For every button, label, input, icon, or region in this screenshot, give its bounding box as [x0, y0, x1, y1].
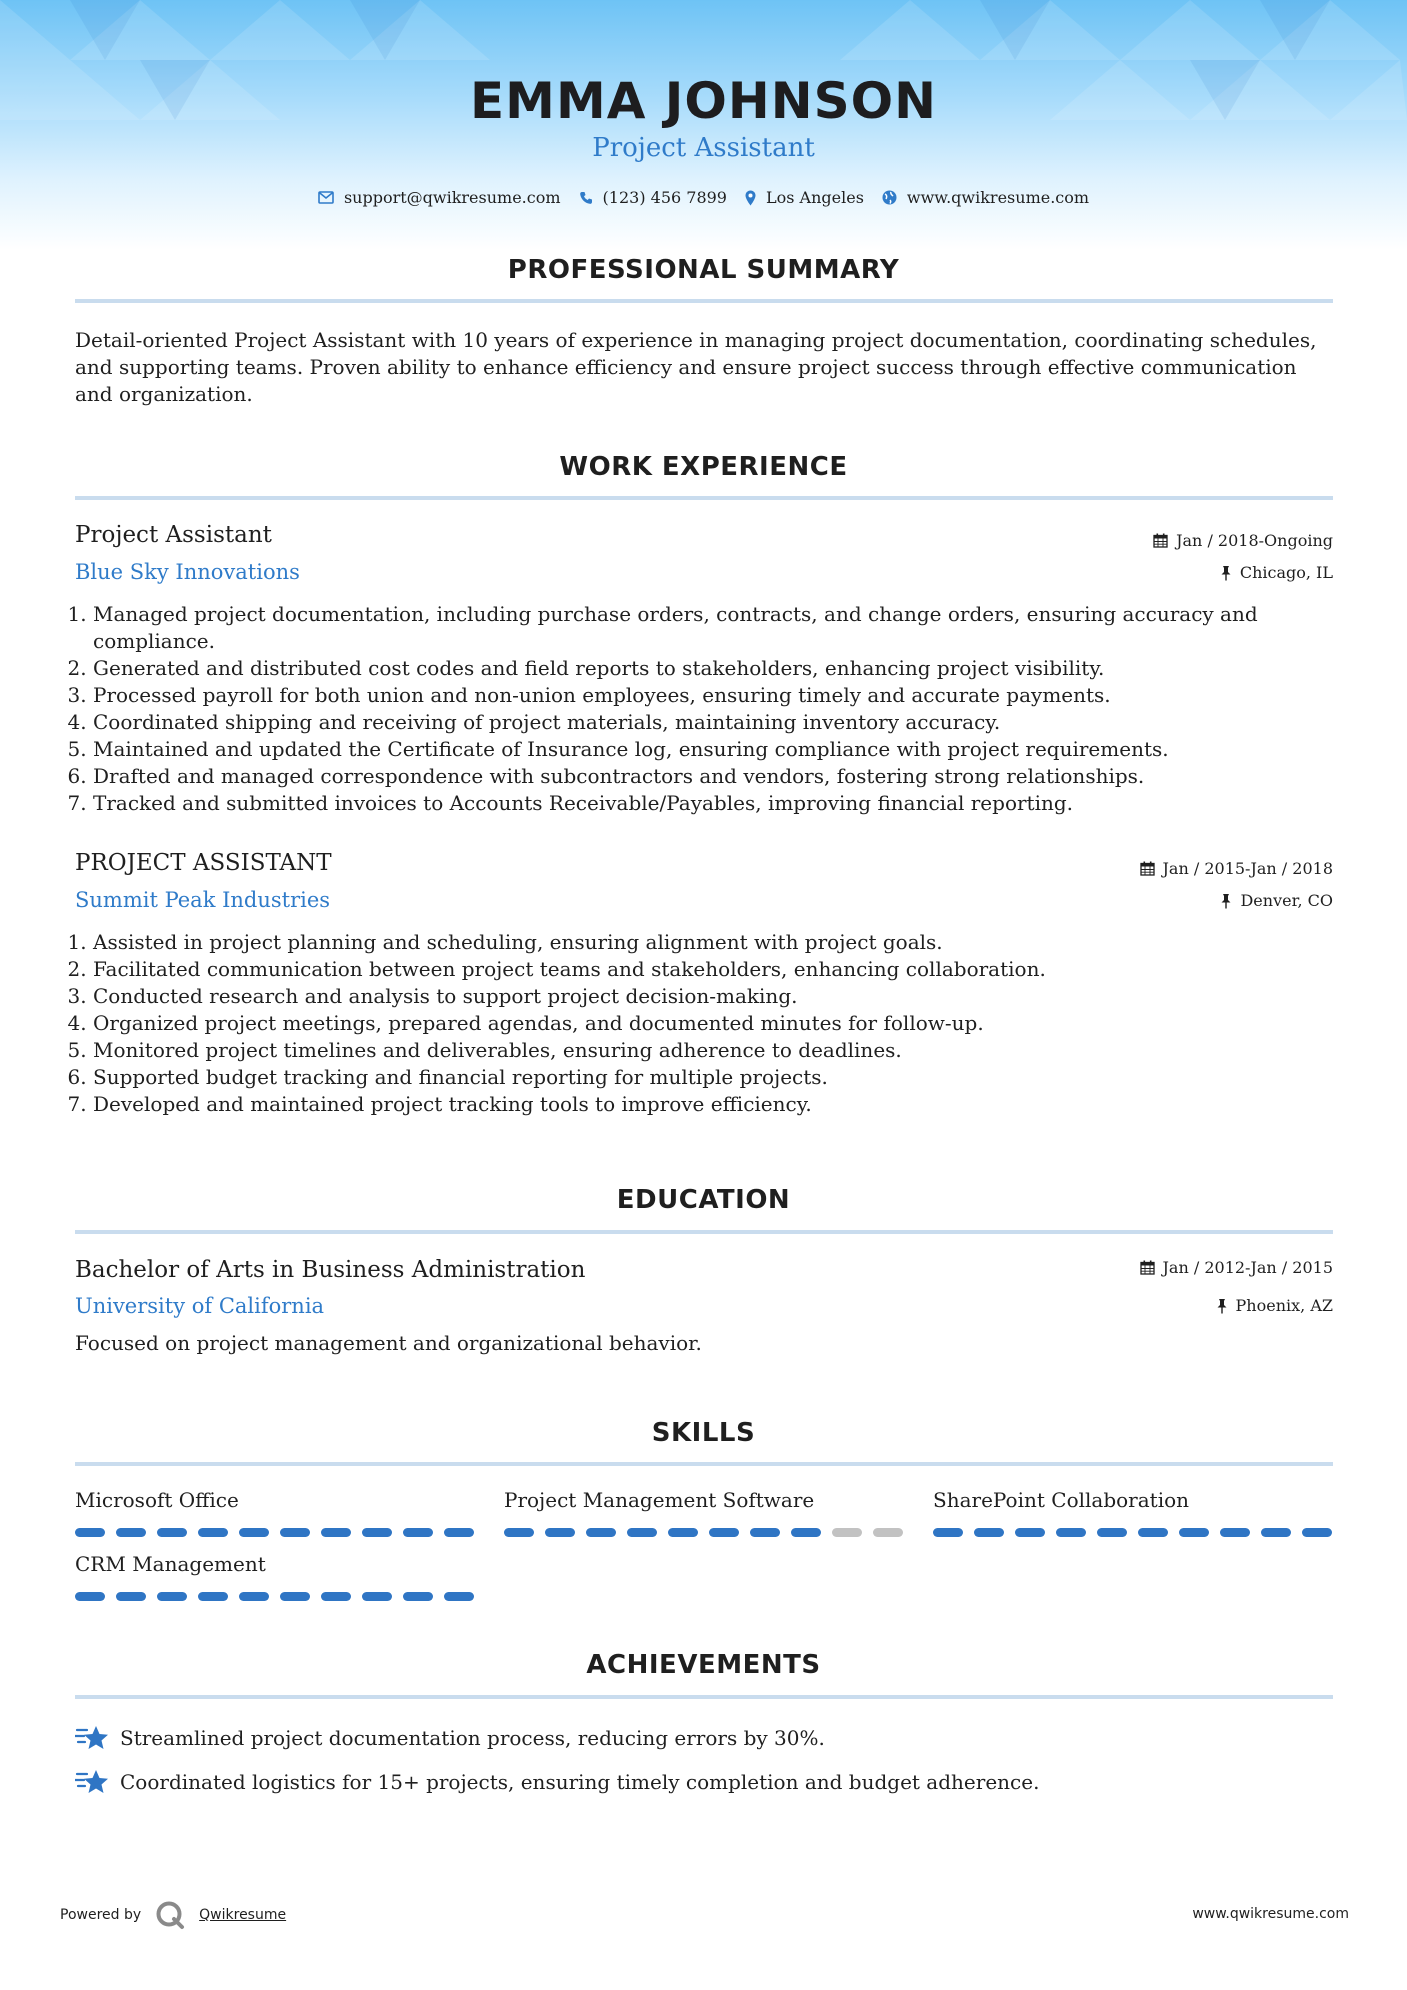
skill-dash-filled — [750, 1528, 780, 1537]
list-item: 6. Supported budget tracking and financial reporting for multiple projects. — [93, 1064, 1333, 1091]
achievement-text: Streamlined project documentation process, reducing errors by 30%. — [120, 1726, 825, 1750]
skill-dash-filled — [198, 1592, 228, 1601]
list-item: 4. Coordinated shipping and receiving of project materials, maintaining inventory accuracy. — [93, 709, 1333, 736]
pushpin-icon — [1216, 1298, 1228, 1314]
skill-dash-filled — [586, 1528, 616, 1537]
shooting-star-icon — [75, 1768, 108, 1796]
skill-dash-filled — [116, 1592, 146, 1601]
experience-heading: WORK EXPERIENCE — [559, 452, 848, 482]
education-description: Focused on project management and organizational behavior. — [75, 1331, 702, 1355]
skill-dash-filled — [280, 1528, 310, 1537]
skill-dash-filled — [1220, 1528, 1250, 1537]
list-item: 6. Drafted and managed correspondence with subcontractors and vendors, fostering strong relationships. — [93, 763, 1333, 790]
list-item: 7. Developed and maintained project tracking tools to improve efficiency. — [93, 1091, 1333, 1118]
email-text: support@qwikresume.com — [343, 188, 561, 207]
job-location — [1220, 891, 1333, 910]
skill-dash-filled — [444, 1528, 474, 1537]
list-item: 4. Organized project meetings, prepared agendas, and documented minutes for follow-up. — [93, 1010, 1333, 1037]
skill-dash-empty — [873, 1528, 903, 1537]
degree-title: Bachelor of Arts in Business Administration — [75, 1257, 586, 1283]
skill-dash-filled — [1056, 1528, 1086, 1537]
qwikresume-logo-icon — [155, 1900, 185, 1930]
skill-level-bar — [933, 1528, 1333, 1537]
skill-name: Microsoft Office — [75, 1488, 239, 1512]
pushpin-icon — [1220, 565, 1232, 581]
skill-level-bar — [504, 1528, 904, 1537]
skills-heading: SKILLS — [651, 1418, 756, 1448]
list-item: 1. Managed project documentation, including purchase orders, contracts, and change orders, ensuring accuracy and compliance. — [93, 601, 1333, 655]
skill-dash-filled — [239, 1592, 269, 1601]
skill-dash-filled — [362, 1528, 392, 1537]
skill-dash-filled — [321, 1592, 351, 1601]
list-item: 5. Monitored project timelines and deliverables, ensuring adherence to deadlines. — [93, 1037, 1333, 1064]
skill-dash-filled — [403, 1528, 433, 1537]
envelope-icon — [318, 191, 334, 204]
skill-dash-filled — [974, 1528, 1004, 1537]
education-dates — [1140, 1258, 1333, 1277]
skill-dash-filled — [1138, 1528, 1168, 1537]
skill-dash-filled — [709, 1528, 739, 1537]
skill-dash-empty — [832, 1528, 862, 1537]
job-company: Blue Sky Innovations — [75, 560, 300, 584]
education-location-text: Phoenix, AZ — [1235, 1296, 1333, 1315]
skill-dash-filled — [198, 1528, 228, 1537]
brand-link[interactable]: Qwikresume — [199, 1907, 287, 1923]
calendar-icon — [1153, 533, 1168, 548]
job-dates-text: Jan / 2018-Ongoing — [1176, 531, 1333, 550]
achievements-heading: ACHIEVEMENTS — [586, 1650, 821, 1680]
location-text: Los Angeles — [765, 188, 864, 207]
skill-item — [75, 1488, 475, 1537]
summary-divider — [75, 299, 1333, 303]
contact-email[interactable] — [318, 188, 561, 207]
globe-icon — [882, 190, 897, 205]
achievement-text: Coordinated logistics for 15+ projects, ensuring timely completion and budget adherence. — [120, 1770, 1040, 1794]
job-location-text: Denver, CO — [1240, 891, 1333, 910]
skill-item — [504, 1488, 904, 1537]
skill-dash-filled — [239, 1528, 269, 1537]
achievement-item — [75, 1768, 1039, 1796]
job-title: Project Assistant — [75, 522, 272, 548]
contact-location — [745, 188, 864, 207]
experience-divider — [75, 496, 1333, 500]
calendar-icon — [1140, 1260, 1155, 1275]
skill-dash-filled — [545, 1528, 575, 1537]
skill-dash-filled — [75, 1592, 105, 1601]
skill-dash-filled — [1015, 1528, 1045, 1537]
job-dates — [1140, 859, 1333, 878]
job-dates — [1153, 531, 1333, 550]
education-location — [1216, 1296, 1333, 1315]
skill-dash-filled — [504, 1528, 534, 1537]
job-title: PROJECT ASSISTANT — [75, 850, 332, 876]
achievement-item — [75, 1724, 825, 1752]
contact-phone[interactable] — [579, 188, 727, 207]
skill-dash-filled — [1097, 1528, 1127, 1537]
job-location — [1220, 563, 1333, 582]
skill-dash-filled — [403, 1592, 433, 1601]
school-name: University of California — [75, 1294, 325, 1318]
summary-heading: PROFESSIONAL SUMMARY — [507, 255, 900, 285]
shooting-star-icon — [75, 1724, 108, 1752]
powered-by-label: Powered by — [60, 1907, 142, 1923]
skill-dash-filled — [75, 1528, 105, 1537]
achievements-divider — [75, 1695, 1333, 1699]
list-item: 5. Maintained and updated the Certificate of Insurance log, ensuring compliance with project requirements. — [93, 736, 1333, 763]
skill-dash-filled — [933, 1528, 963, 1537]
job-company: Summit Peak Industries — [75, 888, 331, 912]
skill-level-bar — [75, 1528, 475, 1537]
skills-divider — [75, 1462, 1333, 1466]
candidate-name: EMMA JOHNSON — [470, 72, 937, 130]
skill-dash-filled — [280, 1592, 310, 1601]
list-item: 1. Assisted in project planning and scheduling, ensuring alignment with project goals. — [93, 929, 1333, 956]
education-dates-text: Jan / 2012-Jan / 2015 — [1162, 1258, 1333, 1277]
footer-website[interactable]: www.qwikresume.com — [1192, 1906, 1349, 1922]
skill-name: CRM Management — [75, 1552, 266, 1576]
skill-dash-filled — [116, 1528, 146, 1537]
job-dates-text: Jan / 2015-Jan / 2018 — [1162, 859, 1333, 878]
skill-dash-filled — [444, 1592, 474, 1601]
skill-item — [75, 1552, 475, 1601]
calendar-icon — [1140, 861, 1155, 876]
skill-dash-filled — [321, 1528, 351, 1537]
skill-name: Project Management Software — [504, 1488, 815, 1512]
skill-dash-filled — [1179, 1528, 1209, 1537]
job-bullets — [75, 929, 1333, 1118]
phone-text: (123) 456 7899 — [602, 188, 727, 207]
list-item: 2. Generated and distributed cost codes and field reports to stakeholders, enhancing project visibility. — [93, 655, 1333, 682]
website-text: www.qwikresume.com — [906, 188, 1090, 207]
list-item: 3. Conducted research and analysis to support project decision-making. — [93, 983, 1333, 1010]
skill-dash-filled — [627, 1528, 657, 1537]
skill-item — [933, 1488, 1333, 1537]
skill-dash-filled — [1302, 1528, 1332, 1537]
education-divider — [75, 1230, 1333, 1234]
skill-dash-filled — [1261, 1528, 1291, 1537]
education-heading: EDUCATION — [616, 1185, 791, 1215]
skill-dash-filled — [668, 1528, 698, 1537]
map-pin-icon — [745, 190, 756, 206]
list-item: 7. Tracked and submitted invoices to Accounts Receivable/Payables, improving financial reporting. — [93, 790, 1333, 817]
phone-icon — [579, 191, 593, 205]
footer-powered-by — [60, 1900, 286, 1930]
skill-dash-filled — [157, 1592, 187, 1601]
list-item: 3. Processed payroll for both union and non-union employees, ensuring timely and accurate payments. — [93, 682, 1333, 709]
skill-name: SharePoint Collaboration — [933, 1488, 1190, 1512]
contact-bar — [0, 188, 1407, 207]
contact-website[interactable] — [882, 188, 1089, 207]
job-bullets — [75, 601, 1333, 817]
job-location-text: Chicago, IL — [1239, 563, 1333, 582]
list-item: 2. Facilitated communication between project teams and stakeholders, enhancing collaboration. — [93, 956, 1333, 983]
skill-level-bar — [75, 1592, 475, 1601]
summary-text: Detail-oriented Project Assistant with 10 years of experience in managing project documentation, coordinating schedules, and supporting teams. Proven ability to enhance efficiency and ensure project success through effective communication and organization. — [75, 328, 1317, 406]
candidate-role: Project Assistant — [592, 133, 815, 163]
skill-dash-filled — [362, 1592, 392, 1601]
pushpin-icon — [1220, 893, 1232, 909]
skill-dash-filled — [791, 1528, 821, 1537]
skill-dash-filled — [157, 1528, 187, 1537]
